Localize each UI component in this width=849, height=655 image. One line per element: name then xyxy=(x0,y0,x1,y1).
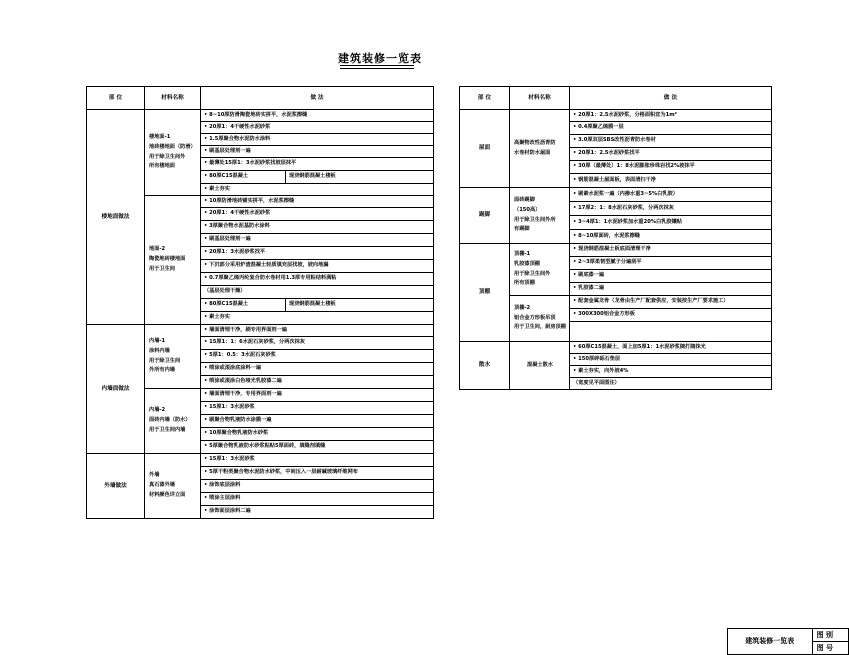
step-cell: • 喷涂主层涂料 xyxy=(201,493,434,506)
part-roof: 屋面 xyxy=(460,110,510,188)
step-cell: • 10厚防滑地砖铺实拼平，水泥浆擦缝 xyxy=(201,196,434,208)
step-cell: • 8~10厚防滑陶瓷地砖实拼平，水泥浆擦缝 xyxy=(201,110,434,122)
title-block-label-category: 图 别 xyxy=(812,629,848,642)
step-cell: • 配套金属龙骨（龙骨由生产厂配套供应，安装按生产厂要求施工） xyxy=(570,296,772,309)
step-cell: • 15厚1：3水泥砂浆 xyxy=(201,454,434,467)
side-note-cell: 现浇钢筋混凝土楼板 xyxy=(286,171,434,184)
title-underline xyxy=(340,65,414,66)
step-cell: • 喷涂或滚涂白色哑光乳胶漆二遍 xyxy=(201,376,434,389)
step-cell: • 15厚1：1：6水泥石灰砂浆，分两次抹灰 xyxy=(201,337,434,350)
decoration-table-left xyxy=(86,86,434,519)
header-method: 做 法 xyxy=(570,87,772,110)
side-note-cell: 现浇钢筋混凝土楼板 xyxy=(286,299,434,312)
header-material: 材料名称 xyxy=(145,87,201,110)
header-material: 材料名称 xyxy=(510,87,570,110)
step-cell: • 1.5厚聚合物水泥防水涂料 xyxy=(201,134,434,146)
step-cell: • 素土夯实 xyxy=(201,312,434,325)
step-cell: • 最薄处15厚1：3水泥砂浆找坡层抹平 xyxy=(201,158,434,171)
table-header-row xyxy=(87,87,434,110)
material-cell: 混凝土散水 xyxy=(510,342,570,390)
step-cell: • 15厚1：3水泥砂浆 xyxy=(201,402,434,415)
part-outer-wall: 外墙做法 xyxy=(87,454,145,519)
table-row xyxy=(460,188,772,202)
header-part: 部 位 xyxy=(87,87,145,110)
step-cell: • 刷基层处理剂一遍 xyxy=(201,234,434,247)
material-cell: 地面-2 陶瓷地砖楼地面 用于卫生间 xyxy=(145,196,201,325)
step-cell: • 20厚1：4干硬性水泥砂浆 xyxy=(201,122,434,134)
step-cell: • 80厚C15混凝土 xyxy=(201,299,286,312)
step-cell: • 20厚1：3水泥砂浆找平 xyxy=(201,247,434,260)
table-row xyxy=(460,110,772,122)
step-cell: • 墙面清理干净，专用界面剂一遍 xyxy=(201,389,434,402)
step-cell: • 墙面清理干净，刷专用界面剂一遍 xyxy=(201,325,434,337)
table-row xyxy=(87,325,434,337)
title-block-name: 建筑装修一览表 xyxy=(728,629,813,655)
header-method: 做 法 xyxy=(201,87,434,110)
step-cell: • 素土夯实 xyxy=(201,184,434,196)
step-cell: • 30厚（最薄处）1：8水泥膨胀珍珠岩找2%坡抹平 xyxy=(570,161,772,174)
title-block-label-number: 图 号 xyxy=(812,642,848,655)
page-title: 建筑装修一览表 xyxy=(338,52,422,65)
step-cell: • 刷底漆一遍 xyxy=(570,270,772,283)
step-cell: • 17厚2：1：8水泥石灰砂浆，分两次抹灰 xyxy=(570,202,772,216)
material-cell: 顶棚-1 乳胶漆顶棚 用于除卫生间外 所有顶棚 xyxy=(510,244,570,296)
step-cell: • 涂饰面层涂料二遍 xyxy=(201,506,434,519)
table-row xyxy=(87,454,434,467)
step-cell: • 80厚C15混凝土 xyxy=(201,171,286,184)
step-cell: • 刷素水泥浆一遍（内掺水重3~5%白乳胶） xyxy=(570,188,772,202)
part-floor: 楼地面做法 xyxy=(87,110,145,325)
material-cell: 内墙-1 涂料内墙 用于除卫生间 外所有内墙 xyxy=(145,325,201,389)
step-cell: • 8~10厚面砖，水泥浆擦缝 xyxy=(570,230,772,244)
step-cell: • 3.0厚双层SBS改性沥青防水卷材 xyxy=(570,135,772,148)
step-cell: • 60厚C15混凝土，面上加5厚1：1水泥砂浆随打随抹光 xyxy=(570,342,772,354)
material-cell: 面砖踢脚 （150高） 用于除卫生间外所 有踢脚 xyxy=(510,188,570,244)
step-cell: • 20厚1：2.5水泥砂浆，分格面积宜为1m² xyxy=(570,110,772,122)
material-cell: 内墙-2 面砖内墙（防水） 用于卫生间内墙 xyxy=(145,389,201,454)
step-cell: • 3~4厚1：1水泥砂浆加水重20%白乳胶镶贴 xyxy=(570,216,772,230)
step-cell: • 现浇钢筋混凝土板底面清理干净 xyxy=(570,244,772,257)
title-block xyxy=(727,628,849,655)
table-row xyxy=(460,244,772,257)
step-cell: （宽度见平面图注） xyxy=(570,378,772,390)
step-cell: • 乳胶漆二遍 xyxy=(570,283,772,296)
table-row xyxy=(460,342,772,354)
step-cell: • 下沉部分采用炉渣混凝土轻质填充层找坡，坡向地漏 xyxy=(201,260,434,273)
material-cell: 高聚物改性沥青防 水卷材防水屋面 xyxy=(510,110,570,188)
step-cell: • 2~3厚柔韧型腻子分遍刮平 xyxy=(570,257,772,270)
table-row xyxy=(87,110,434,122)
step-cell-empty xyxy=(570,322,772,342)
step-cell: • 20厚1：4干硬性水泥砂浆 xyxy=(201,208,434,221)
part-skirting: 踢脚 xyxy=(460,188,510,244)
part-ceiling: 顶棚 xyxy=(460,244,510,342)
step-cell: • 刷聚合物乳液防水涂膜一遍 xyxy=(201,415,434,428)
step-cell: • 5厚干粉类聚合物水泥防水砂浆，中间压入一层耐碱玻璃纤维网布 xyxy=(201,467,434,480)
header-part: 部 位 xyxy=(460,87,510,110)
table-header-row xyxy=(460,87,772,110)
step-cell: • 10厚聚合物乳液防水砂浆 xyxy=(201,428,434,441)
step-cell: • 5厚1：0.5：3水泥石灰砂浆 xyxy=(201,350,434,363)
step-cell: • 刷基层处理剂一遍 xyxy=(201,146,434,158)
step-cell: • 3厚聚合物水泥基防水涂料 xyxy=(201,221,434,234)
part-apron: 散水 xyxy=(460,342,510,390)
step-cell: • 5厚聚合物乳液防水砂浆粘贴5厚面砖，填缝剂填缝 xyxy=(201,441,434,454)
step-cell: • 0.7厚聚乙烯丙纶复合防水卷材用1.3厚专用粘结料满粘 xyxy=(201,273,434,286)
step-cell: • 150厚碎砾石垫层 xyxy=(570,354,772,366)
decoration-table-right xyxy=(459,86,772,390)
step-cell: • 20厚1：2.5水泥砂浆找平 xyxy=(570,148,772,161)
step-cell: • 0.4厚聚乙烯膜一层 xyxy=(570,122,772,135)
step-cell: • 钢筋混凝土屋面板，表面清扫干净 xyxy=(570,174,772,188)
material-cell: 顶棚-2 铝合金方形板吊顶 用于卫生间，厨房顶棚 xyxy=(510,296,570,342)
step-cell: • 涂饰底层涂料 xyxy=(201,480,434,493)
step-cell: （基层处理干燥） xyxy=(201,286,434,299)
material-cell: 楼地面-1 地砖楼地面（防滑） 用于除卫生间外 所有楼地面 xyxy=(145,110,201,196)
step-cell: • 300X300铝合金方形板 xyxy=(570,309,772,322)
material-cell: 外墙 真石漆外墙 材料颜色详立面 xyxy=(145,454,201,519)
step-cell: • 喷涂或滚涂底涂料一遍 xyxy=(201,363,434,376)
title-underline-2 xyxy=(340,68,414,69)
part-inner-wall: 内墙面做法 xyxy=(87,325,145,454)
step-cell: • 素土夯实，向外坡4% xyxy=(570,366,772,378)
